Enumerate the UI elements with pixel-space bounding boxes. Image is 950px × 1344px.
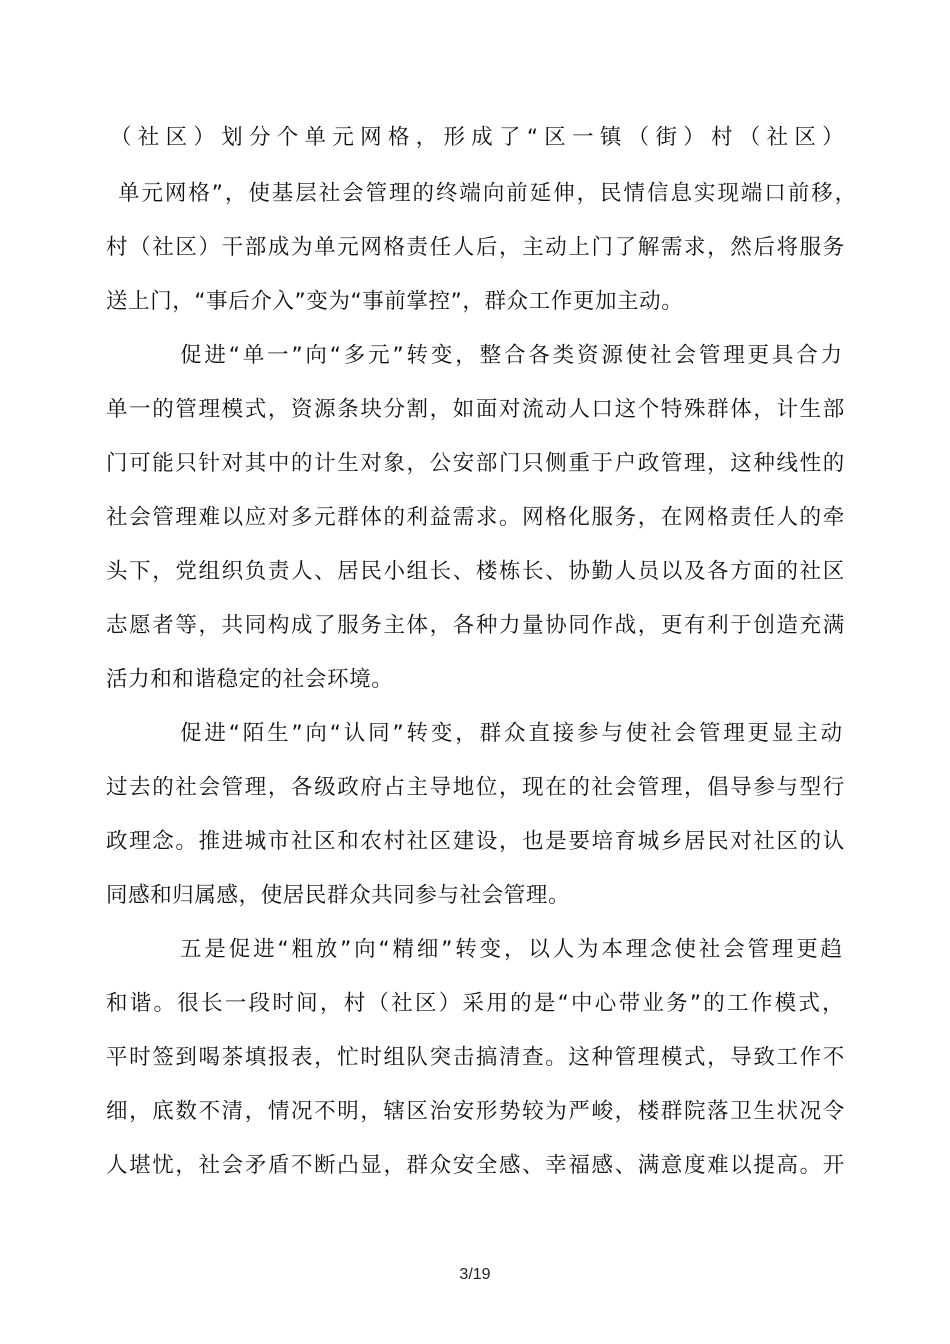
text-line: 促进“单一”向“多元”转变，整合各类资源使社会管理更具合力 — [180, 343, 845, 368]
text-line: 细，底数不清，情况不明，辖区治安形势较为严峻，楼群院落卫生状况令 — [106, 1099, 846, 1124]
text-line: 同感和归属感，使居民群众共同参与社会管理。 — [106, 883, 571, 908]
text-line: （社区）划分个单元网格，形成了“区一镇（街）村（社区） — [110, 125, 850, 150]
text-line: 过去的社会管理，各级政府占主导地位，现在的社会管理，倡导参与型行 — [106, 775, 846, 800]
text-line: 人堪忧，社会矛盾不断凸显，群众安全感、幸福感、满意度难以提高。开 — [106, 1153, 846, 1178]
text-line: 送上门，“事后介入”变为“事前掌控”，群众工作更加主动。 — [106, 289, 684, 314]
text-line: 政理念。推进城市社区和农村社区建设，也是要培育城乡居民对社区的认 — [106, 829, 846, 854]
text-line: 社会管理难以应对多元群体的利益需求。网格化服务，在网格责任人的牵 — [106, 505, 846, 530]
text-line: 头下，党组织负责人、居民小组长、楼栋长、协勤人员以及各方面的社区 — [106, 559, 846, 584]
text-line: 五是促进“粗放”向“精细”转变，以人为本理念使社会管理更趋 — [180, 937, 845, 962]
text-line: 和谐。很长一段时间，村（社区）采用的是“中心带业务”的工作模式， — [106, 991, 846, 1016]
text-line: 村（社区）干部成为单元网格责任人后，主动上门了解需求，然后将服务 — [106, 235, 846, 260]
text-line: 平时签到喝茶填报表，忙时组队突击搞清查。这种管理模式，导致工作不 — [106, 1045, 846, 1070]
text-line: 门可能只针对其中的计生对象，公安部门只侧重于户政管理，这种线性的 — [106, 451, 846, 476]
text-line: 志愿者等，共同构成了服务主体，各种力量协同作战，更有利于创造充满 — [106, 613, 846, 638]
text-line: 单元网格”，使基层社会管理的终端向前延伸，民情信息实现端口前移， — [118, 181, 859, 206]
text-line: 活力和和谐稳定的社会环境。 — [106, 667, 394, 692]
text-line: 单一的管理模式，资源条块分割，如面对流动人口这个特殊群体，计生部 — [106, 397, 846, 422]
text-line: 促进“陌生”向“认同”转变，群众直接参与使社会管理更显主动 — [180, 721, 845, 746]
page-number: 3/19 — [459, 1266, 491, 1283]
